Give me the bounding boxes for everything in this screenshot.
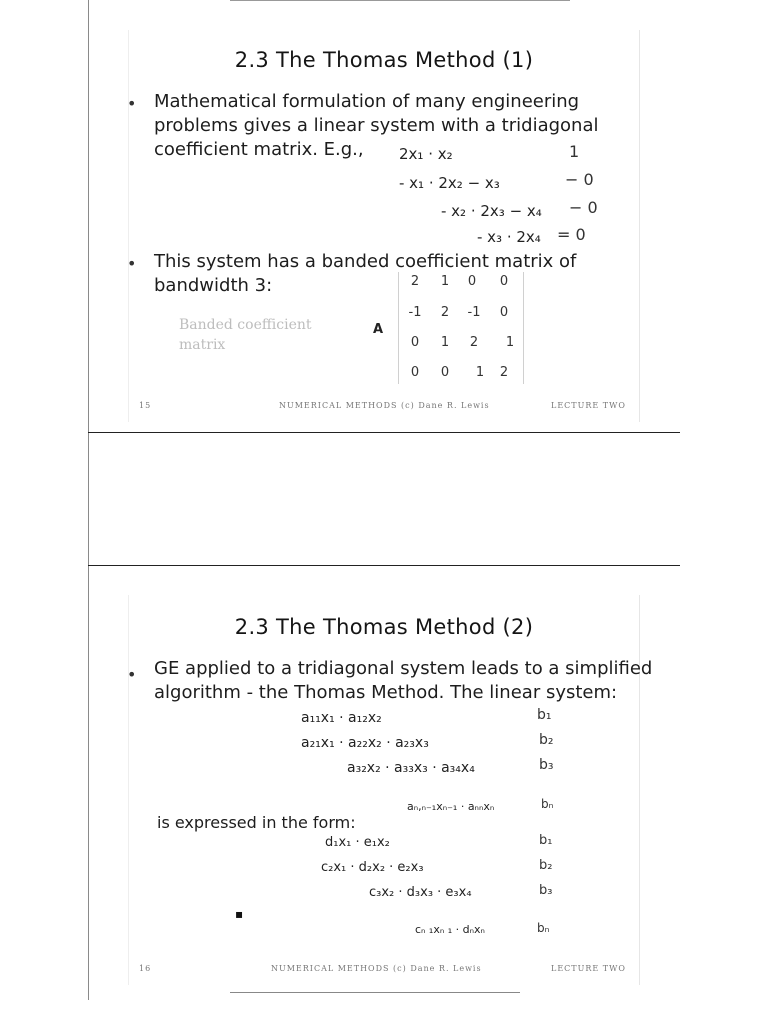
matrix-cell: 0 (499, 274, 509, 289)
equation-lhs: - x₃ · 2x₄ (477, 228, 541, 246)
page-separator (88, 432, 680, 433)
equation-rhs: b₂ (539, 858, 553, 873)
matrix-cell: 0 (467, 274, 477, 289)
slide-number: 15 (139, 401, 152, 410)
slide-1-bullet-1: Mathematical formulation of many engineering problems gives a linear system with a tridiagonal coefficient matrix. E.g., (154, 91, 599, 160)
matrix-cell: 0 (410, 365, 420, 380)
slide-1 (128, 30, 640, 422)
equation-rhs: b₃ (539, 757, 554, 773)
slide-2-bullet-1: GE applied to a tridiagonal system leads to a simplified algorithm - the Thomas Method. The linear system: (154, 658, 653, 703)
slide-1-title: 2.3 The Thomas Method (1) (234, 48, 534, 72)
matrix-cell: 1 (505, 335, 515, 350)
equation-lhs: aₙ,ₙ₋₁xₙ₋₁ · aₙₙxₙ (407, 800, 495, 813)
expressed-text: is expressed in the form: (157, 813, 356, 832)
matrix-cell: 0 (440, 365, 450, 380)
page-edge (88, 0, 89, 1000)
slide-footer-lecture: LECTURE TWO (551, 401, 626, 410)
slide-2-title: 2.3 The Thomas Method (2) (234, 615, 534, 639)
slide-2 (127, 595, 653, 985)
equation-rhs: bₙ (537, 921, 550, 935)
equation-lhs: - x₂ · 2x₃ − x₄ (441, 202, 542, 220)
banded-matrix-caption: Banded coefficient matrix (179, 317, 312, 353)
matrix-cell: 2 (499, 365, 509, 380)
matrix-row (399, 305, 523, 325)
equation-rhs: b₂ (539, 732, 554, 748)
equation-lhs: a₃₂x₂ · a₃₃x₃ · a₃₄x₄ (347, 760, 475, 776)
slide-footer-course: NUMERICAL METHODS (c) Dane R. Lewis (271, 964, 482, 973)
matrix-cell: 1 (440, 335, 450, 350)
matrix-row (399, 365, 523, 385)
matrix-cell: -1 (408, 305, 422, 320)
equation-rhs: b₁ (539, 833, 553, 848)
matrix-cell: 0 (410, 335, 420, 350)
matrix-row (399, 335, 523, 355)
page-separator (88, 565, 680, 566)
matrix-label: A (373, 322, 384, 337)
equation-rhs: − 0 (569, 198, 598, 217)
bullet-marker: • (127, 254, 137, 273)
matrix-cell: 0 (499, 305, 509, 320)
equation-rhs: − 0 (565, 170, 594, 189)
slide-number: 16 (139, 964, 152, 973)
matrix-row (399, 274, 523, 294)
equation-lhs: d₁x₁ · e₁x₂ (325, 835, 390, 850)
equation-lhs: 2x₁ · x₂ (399, 145, 453, 163)
page-bottom-rule (230, 992, 520, 993)
equation-lhs: c₂x₁ · d₂x₂ · e₂x₃ (321, 860, 424, 875)
slide-footer-course: NUMERICAL METHODS (c) Dane R. Lewis (279, 401, 490, 410)
equation-lhs: a₂₁x₁ · a₂₂x₂ · a₂₃x₃ (301, 735, 429, 751)
matrix-cell: 2 (469, 335, 479, 350)
matrix-cell: -1 (467, 305, 481, 320)
matrix-cell: 1 (475, 365, 485, 380)
equation-rhs: b₃ (539, 883, 553, 898)
slide-1-bullet-2: This system has a banded coefficient matrix of bandwidth 3: (154, 251, 577, 296)
matrix-cell: 1 (440, 274, 450, 289)
equation-rhs: b₁ (537, 707, 552, 723)
top-rule (230, 0, 570, 1)
slide-footer-lecture: LECTURE TWO (551, 964, 626, 973)
equation-lhs: - x₁ · 2x₂ − x₃ (399, 174, 500, 192)
equation-rhs: 1 (569, 142, 580, 161)
matrix-cell: 2 (440, 305, 450, 320)
equation-rhs: = 0 (557, 225, 586, 244)
bullet-marker: • (127, 94, 137, 113)
matrix-cell: 2 (410, 274, 420, 289)
bullet-marker: • (127, 665, 137, 684)
stray-mark: ▪ (235, 907, 244, 921)
coefficient-matrix (398, 272, 524, 384)
equation-lhs: cₙ ₁xₙ ₁ · dₙxₙ (415, 923, 485, 936)
equation-lhs: a₁₁x₁ · a₁₂x₂ (301, 710, 382, 726)
equation-lhs: c₃x₂ · d₃x₃ · e₃x₄ (369, 885, 472, 900)
equation-rhs: bₙ (541, 797, 554, 811)
